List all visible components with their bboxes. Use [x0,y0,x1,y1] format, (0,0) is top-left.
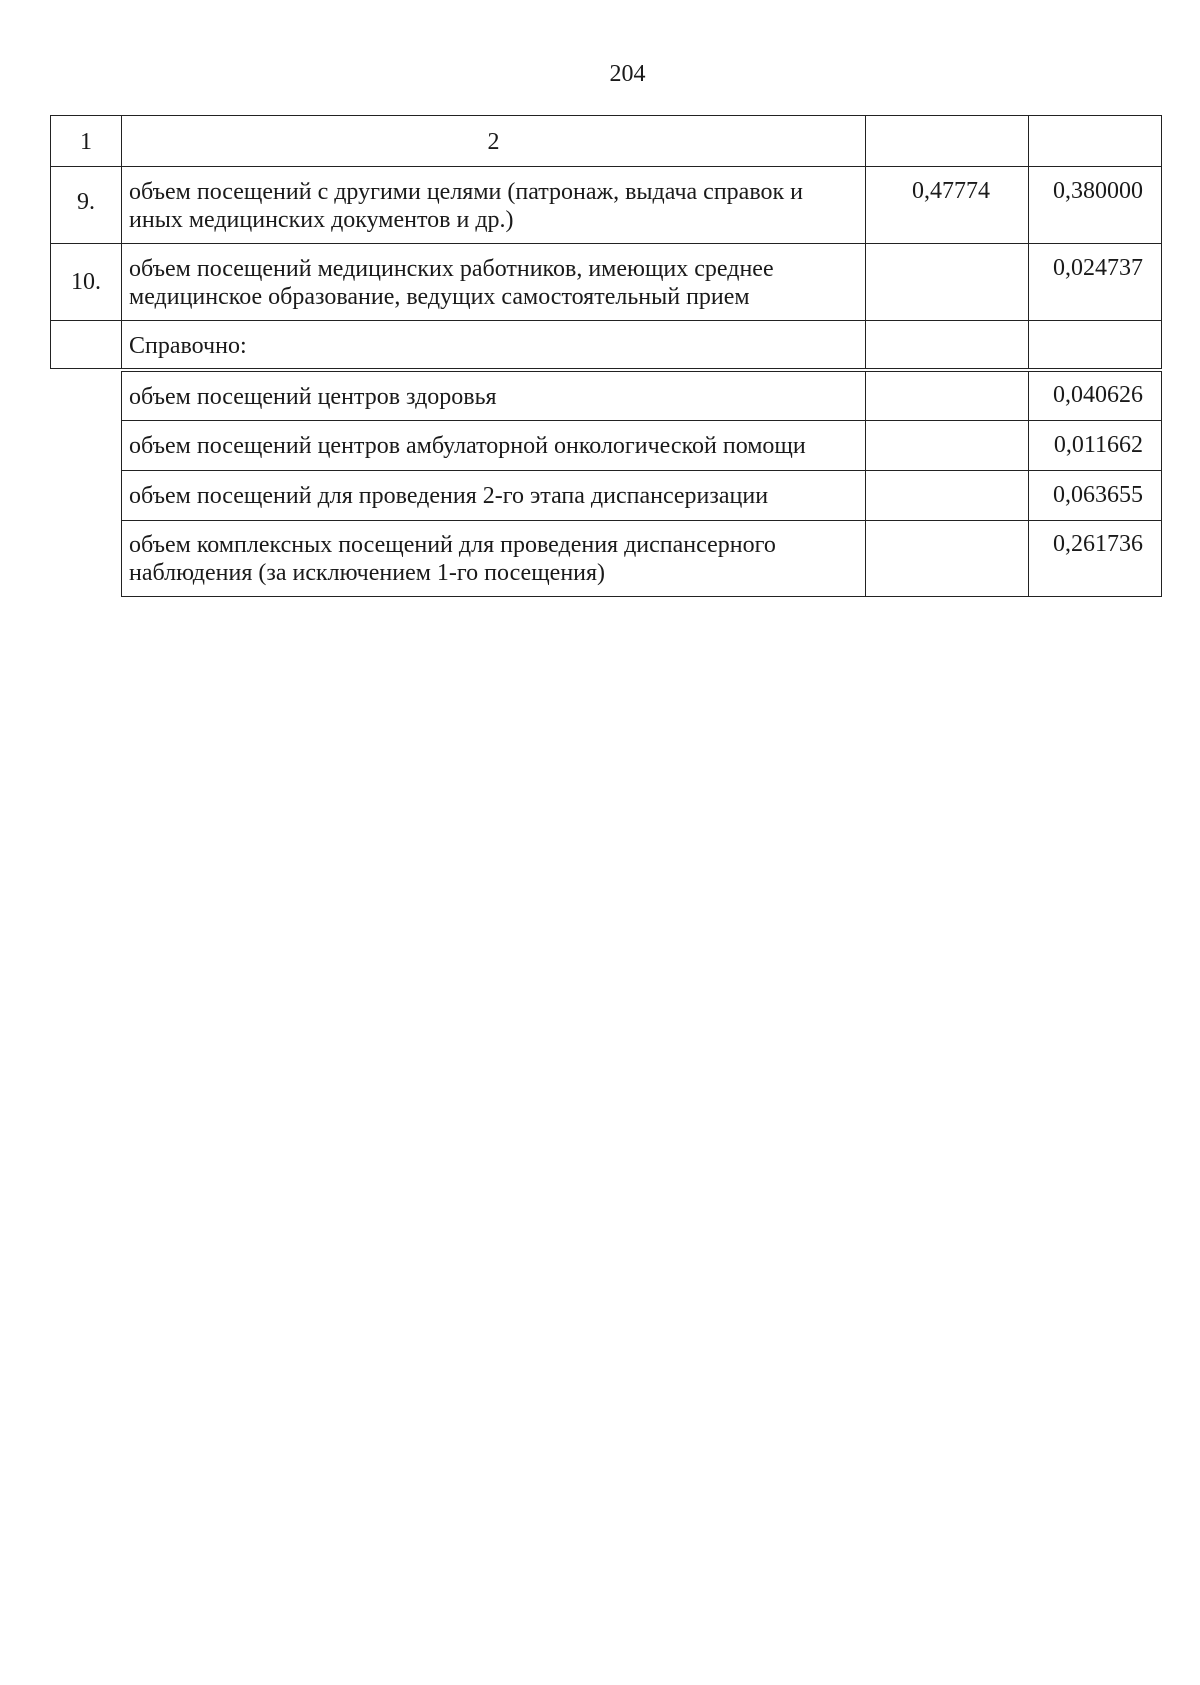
row-text-line2: наблюдения (за исключением 1-го посещения) [129,560,606,586]
row-number: 10. [71,269,101,295]
row-value1: 0,47774 [912,178,990,204]
row-text-line1: объем посещений с другими целями (патронаж, выдача справок и [129,179,804,205]
header-cell-4 [1028,115,1162,167]
row-value2: 0,380000 [1053,178,1143,204]
row-value2: 0,040626 [1053,382,1143,408]
table-row-reference-value1-cell [865,320,1029,369]
table-row-reference-num-cell [50,320,122,369]
row-text-line1: объем посещений медицинских работников, имеющих среднее [129,256,774,282]
row-text-line1: объем комплексных посещений для проведения диспансерного [129,532,776,558]
row-text-line1: объем посещений для проведения 2-го этапа диспансеризации [129,483,769,509]
table-row-ref-2-value1-cell [865,420,1029,471]
page-number: 204 [609,61,646,87]
row-value2: 0,063655 [1053,482,1143,508]
table-row-reference-value2-cell [1028,320,1162,369]
row-text-line2: медицинское образование, ведущих самостоятельный прием [129,284,750,310]
row-value2: 0,024737 [1053,255,1143,281]
reference-heading: Справочно: [129,333,247,359]
header-label-col2: 2 [487,129,500,155]
table-row-ref-3-value1-cell [865,470,1029,521]
header-label-col1: 1 [80,129,92,155]
row-value2: 0,011662 [1053,432,1143,458]
row-text-line1: объем посещений центров здоровья [129,384,497,410]
row-text-line2: иных медицинских документов и др.) [129,207,514,233]
table-row-ref-1-value1-cell [865,371,1029,421]
row-number: 9. [77,189,95,215]
header-cell-3 [865,115,1029,167]
table-row-ref-4-value1-cell [865,520,1029,597]
row-text-line1: объем посещений центров амбулаторной онкологической помощи [129,433,806,459]
row-value2: 0,261736 [1053,531,1143,557]
table-row-10-value1-cell [865,243,1029,321]
